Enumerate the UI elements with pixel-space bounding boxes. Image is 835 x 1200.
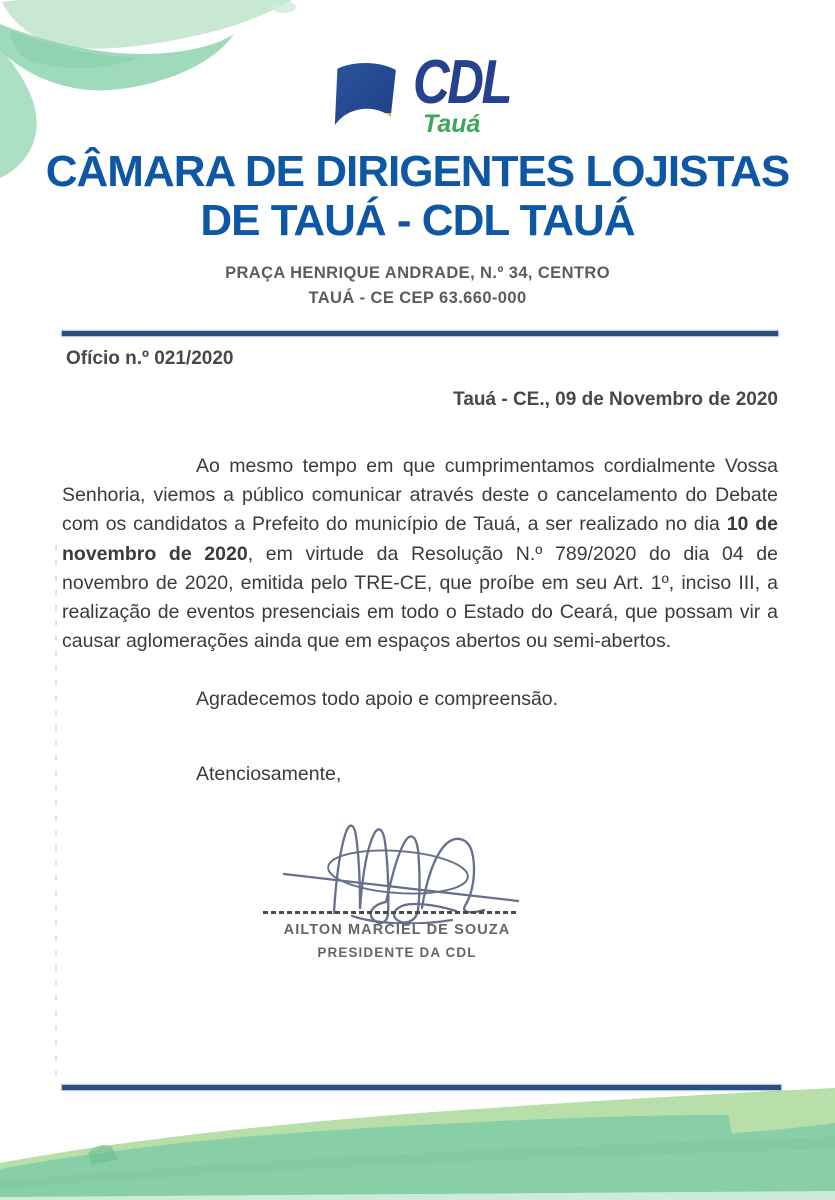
logo-acronym: CDL [413,48,511,117]
document-reference: Ofício n.º 021/2020 [66,348,234,369]
signature-dashed-line [263,911,518,914]
footer-rule [62,1085,781,1090]
signer-name: AILTON MARCIEL DE SOUZA [283,922,511,938]
organization-title [0,147,835,245]
left-fold-mark [55,545,57,1085]
dateline: Tauá - CE., 09 de Novembro de 2020 [453,389,778,410]
logo-city: Tauá [423,110,481,139]
cdl-logo-text [413,48,531,139]
letter-body-bold-date: 10 de novembro de 2020 [62,513,778,565]
organization-title-line2: DE TAUÁ - CDL TAUÁ [200,196,635,245]
address-line2: TAUÁ - CE CEP 63.660-000 [308,289,527,307]
address-line1: PRAÇA HENRIQUE ANDRADE, N.º 34, CENTRO [225,264,610,282]
letter-body-text-1: Ao mesmo tempo em que cumprimentamos cordialmente Vossa Senhoria, viemos a público comunicar através deste o cancelamento do Debate com os candidatos a Prefeito do município de Tauá, a ser realizado no dia [62,455,778,536]
cdl-flag-icon [327,60,405,136]
closing-line: Atenciosamente, [196,763,342,785]
cdl-logo [327,48,537,140]
thanks-line: Agradecemos todo apoio e compreensão. [196,688,559,710]
header-rule [62,331,778,336]
signer-role: PRESIDENTE DA CDL [317,945,477,960]
organization-title-line1: CÂMARA DE DIRIGENTES LOJISTAS [45,147,790,196]
watercolor-band-bottom [0,1085,835,1200]
handwritten-signature [256,816,596,924]
letter-body-text-2: , em virtude da Resolução N.º 789/2020 do dia 04 de novembro de 2020, emitida pelo TRE-CE, que proíbe em seu Art. 1º, inciso III, a realização de eventos presenciais em todo o Estado do Ceará, que possam vir a causar aglomerações ainda que em espaços abertos ou semi-abertos. [62,542,779,653]
letter-body [62,452,778,656]
organization-address [0,261,835,311]
